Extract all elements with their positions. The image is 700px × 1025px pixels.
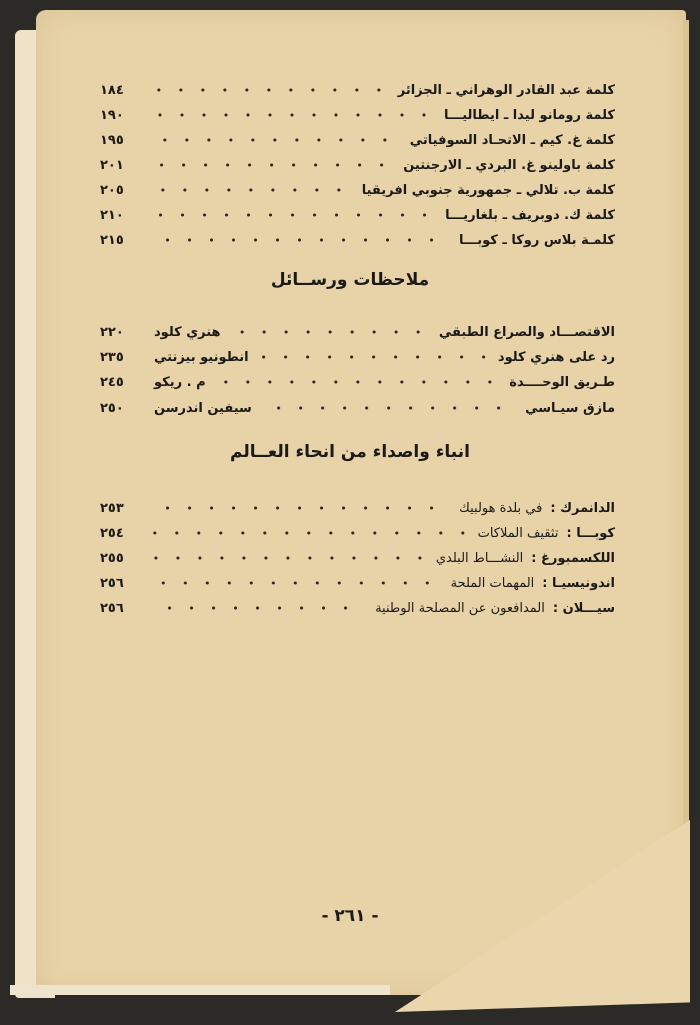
entry-author: سيفين اندرسن <box>154 400 252 416</box>
entry-author: م . ريكو <box>154 374 206 390</box>
dot-leader <box>150 213 435 217</box>
toc-entry <box>100 128 615 152</box>
entry-title: كلمة ك. دوبريف ـ بلغاريـــا <box>445 207 615 223</box>
section-heading: انباء واصداء من انحاء العــالم <box>230 442 470 462</box>
entry-page: ٢٠١ <box>100 157 124 173</box>
dot-leader <box>262 406 515 410</box>
dot-leader <box>150 188 352 192</box>
entry-title: المدافعون عن المصلحة الوطنية <box>375 600 545 616</box>
dot-leader <box>216 380 500 384</box>
entry-title: كلمة رومانو ليدا ـ ايطاليـــا <box>444 107 615 123</box>
dot-leader <box>150 606 365 610</box>
entry-country: اللكسمبورغ : <box>531 550 615 566</box>
dot-leader <box>150 138 400 142</box>
entry-title: كلمة ب. تلالي ـ جمهورية جنوبي افريقيا <box>361 182 615 198</box>
entry-page: ٢٢٠ <box>100 324 124 340</box>
toc-entry <box>100 370 615 394</box>
dot-leader <box>150 556 426 560</box>
entry-title: كلمة غ. كيم ـ الاتحـاد السوفياتي <box>409 132 615 148</box>
toc-entry <box>100 596 615 620</box>
entry-page: ٢٥٠ <box>100 400 124 416</box>
entry-page: ٢١٥ <box>100 232 124 248</box>
entry-page: ١٩٥ <box>100 132 124 148</box>
dot-leader <box>150 163 393 167</box>
entry-page: ٢٠٥ <box>100 182 124 198</box>
entry-title: النشـــاط البلدي <box>435 550 524 566</box>
entry-title: كلمة باولينو غ. البردي ـ الارجنتين <box>403 157 615 173</box>
toc-entry <box>100 345 615 369</box>
entry-page: ٢٥٣ <box>100 500 124 516</box>
entry-author: انطونيو بيزنتي <box>154 349 249 365</box>
toc-entry <box>100 571 615 595</box>
dot-leader <box>150 581 441 585</box>
entry-page: ٢٣٥ <box>100 349 124 365</box>
entry-country: اندونيسيـا : <box>542 575 615 591</box>
page-number: - ٢٦١ - <box>321 906 379 926</box>
toc-entry <box>100 78 615 102</box>
entry-page: ٢٥٦ <box>100 600 124 616</box>
entry-page: ٢٥٤ <box>100 525 124 541</box>
entry-title: تثقيف الملاكات <box>477 525 559 541</box>
toc-entry <box>100 203 615 227</box>
entry-title: الاقتصـــاد والصراع الطبقي <box>438 324 615 340</box>
toc-entry <box>100 546 615 570</box>
dot-leader <box>150 506 449 510</box>
entry-page: ١٨٤ <box>100 82 124 98</box>
dot-leader <box>150 531 468 535</box>
toc-entry <box>100 178 615 202</box>
toc-entry <box>100 320 615 344</box>
toc-entry <box>100 521 615 545</box>
entry-country: كوبـــا : <box>566 525 615 541</box>
dot-leader <box>231 330 429 334</box>
entry-page: ١٩٠ <box>100 107 124 123</box>
dot-leader <box>150 238 449 242</box>
toc-entry <box>100 228 615 252</box>
entry-author: هنري كلود <box>154 324 221 340</box>
dot-leader <box>150 88 388 92</box>
entry-title: كلمـة بلاس روكا ـ كوبـــا <box>459 232 615 248</box>
toc-entry <box>100 103 615 127</box>
toc-entry <box>100 496 615 520</box>
entry-page: ٢٥٥ <box>100 550 124 566</box>
entry-title: كلمة عبد القادر الوهراني ـ الجزائر <box>397 82 615 98</box>
entry-title: رد على هنري كلود <box>497 349 615 365</box>
entry-title: طـريق الوحــــدة <box>509 374 615 390</box>
toc-entry <box>100 153 615 177</box>
entry-title: في بلدة هولبيك <box>459 500 543 516</box>
dot-leader <box>259 355 488 359</box>
toc-entry <box>100 396 615 420</box>
entry-country: سيـــلان : <box>552 600 615 616</box>
entry-page: ٢٥٦ <box>100 575 124 591</box>
entry-page: ٢١٠ <box>100 207 124 223</box>
dot-leader <box>150 113 434 117</box>
entry-country: الدانمرك : <box>550 500 615 516</box>
entry-title: المهمات الملحة <box>450 575 535 591</box>
entry-title: مازق سيـاسي <box>525 400 615 416</box>
section-heading: ملاحظات ورســائل <box>270 270 430 290</box>
entry-page: ٢٤٥ <box>100 374 124 390</box>
